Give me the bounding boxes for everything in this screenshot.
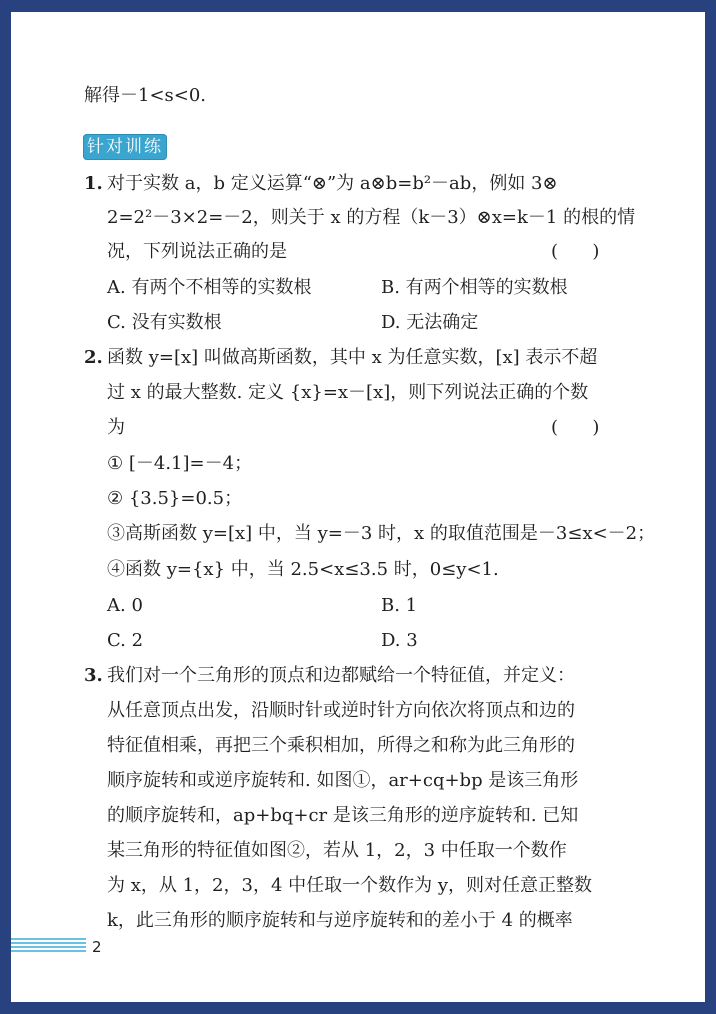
q1-option-b: B. 有两个相等的实数根 bbox=[381, 277, 568, 298]
q1-option-a: A. 有两个不相等的实数根 bbox=[107, 277, 312, 298]
q3-line-7: 为 x，从 1，2，3，4 中任取一个数作为 y，则对任意正整数 bbox=[107, 875, 593, 896]
q1-option-c: C. 没有实数根 bbox=[107, 312, 222, 333]
page-footer-stripes bbox=[11, 936, 86, 956]
q2-item-1: ① [－4.1]=－4； bbox=[107, 453, 253, 474]
q2-item-2: ② {3.5}=0.5； bbox=[107, 488, 243, 509]
q2-item-3: ③高斯函数 y=[x] 中，当 y=－3 时，x 的取值范围是－3≤x<－2； bbox=[107, 523, 656, 544]
section-title-badge: 针对训练 bbox=[83, 134, 167, 160]
q2-answer-paren: ( ) bbox=[551, 417, 600, 438]
q2-line-2: 过 x 的最大整数. 定义 {x}=x－[x]，则下列说法正确的个数 bbox=[107, 382, 589, 403]
q1-option-d: D. 无法确定 bbox=[381, 312, 479, 333]
page-number: 2 bbox=[92, 938, 102, 956]
q1-answer-paren: ( ) bbox=[551, 241, 600, 262]
q2-option-a: A. 0 bbox=[107, 595, 143, 616]
q2-option-d: D. 3 bbox=[381, 630, 418, 651]
q3-line-6: 某三角形的特征值如图②，若从 1，2，3 中任取一个数作 bbox=[107, 840, 567, 861]
q3-line-2: 从任意顶点出发，沿顺时针或逆时针方向依次将顶点和边的 bbox=[107, 700, 575, 721]
q3-line-4: 顺序旋转和或逆序旋转和. 如图①，ar+cq+bp 是该三角形 bbox=[107, 770, 579, 791]
q2-option-c: C. 2 bbox=[107, 630, 144, 651]
q3-number: 3. bbox=[84, 665, 103, 686]
document-page bbox=[11, 12, 705, 1002]
q3-line-1: 我们对一个三角形的顶点和边都赋给一个特征值，并定义： bbox=[107, 665, 575, 686]
q1-line-2: 2=2²－3×2=－2，则关于 x 的方程（k－3）⊗x=k－1 的根的情 bbox=[107, 207, 636, 228]
q2-item-4: ④函数 y={x} 中，当 2.5<x≤3.5 时，0≤y<1. bbox=[107, 559, 499, 580]
q2-line-1: 函数 y=[x] 叫做高斯函数，其中 x 为任意实数，[x] 表示不超 bbox=[107, 347, 598, 368]
q3-line-5: 的顺序旋转和，ap+bq+cr 是该三角形的逆序旋转和. 已知 bbox=[107, 805, 579, 826]
q1-number: 1. bbox=[84, 173, 103, 194]
q1-line-3: 况，下列说法正确的是 bbox=[107, 241, 287, 262]
q3-line-3: 特征值相乘，再把三个乘积相加，所得之和称为此三角形的 bbox=[107, 735, 575, 756]
q2-option-b: B. 1 bbox=[381, 595, 418, 616]
previous-solution-line: 解得－1<s<0. bbox=[84, 85, 207, 106]
q2-line-3: 为 bbox=[107, 417, 125, 438]
q2-number: 2. bbox=[84, 347, 103, 368]
q3-line-8: k，此三角形的顺序旋转和与逆序旋转和的差小于 4 的概率 bbox=[107, 910, 573, 931]
q1-line-1: 对于实数 a，b 定义运算“⊗”为 a⊗b=b²－ab，例如 3⊗ bbox=[107, 173, 558, 194]
